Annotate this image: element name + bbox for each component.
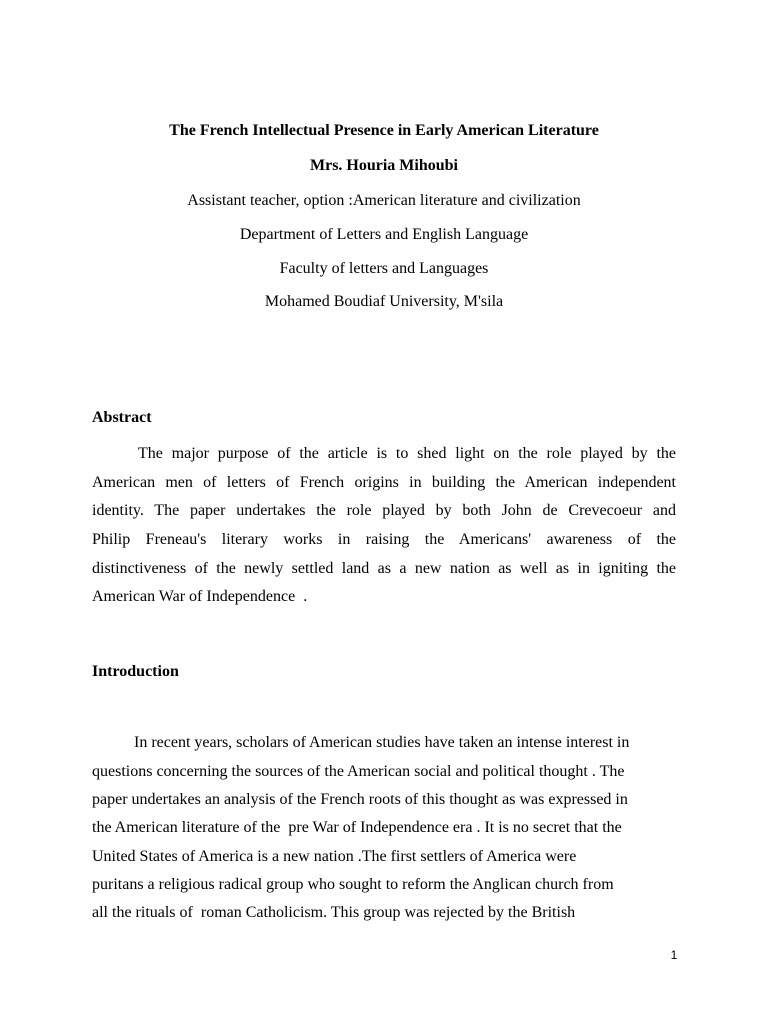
affiliation-line: Assistant teacher, option :American literature and civilization xyxy=(187,192,581,209)
abstract-line: distinctiveness of the newly settled land as a new nation as well as in igniting the xyxy=(92,560,676,577)
abstract-line: identity. The paper undertakes the role played by both John de Crevecoeur and xyxy=(92,502,676,519)
abstract-heading: Abstract xyxy=(92,409,152,426)
abstract-line: American men of letters of French origins in building the American independent xyxy=(92,474,676,491)
introduction-line: all the rituals of roman Catholicism. This group was rejected by the British xyxy=(92,904,576,921)
introduction-heading: Introduction xyxy=(92,663,179,680)
affiliation-line: Faculty of letters and Languages xyxy=(279,260,489,277)
abstract-line: The major purpose of the article is to shed light on the role played by the xyxy=(138,445,676,462)
page-number: 1 xyxy=(670,948,678,962)
introduction-line: United States of America is a new nation .The first settlers of America were xyxy=(92,848,577,865)
introduction-line: In recent years, scholars of American studies have taken an intense interest in xyxy=(134,734,630,751)
author-name: Mrs. Houria Mihoubi xyxy=(309,157,458,174)
abstract-line: American War of Independence . xyxy=(92,588,308,605)
affiliation-line: Mohamed Boudiaf University, M'sila xyxy=(264,293,504,310)
introduction-line: the American literature of the pre War of Independence era . It is no secret that the xyxy=(92,819,622,836)
abstract-line: Philip Freneau's literary works in raising the Americans' awareness of the xyxy=(92,531,676,548)
introduction-line: paper undertakes an analysis of the French roots of this thought as was expressed in xyxy=(92,791,628,808)
introduction-line: questions concerning the sources of the American social and political thought . The xyxy=(92,763,625,780)
introduction-line: puritans a religious radical group who sought to reform the Anglican church from xyxy=(92,876,614,893)
affiliation-line: Department of Letters and English Language xyxy=(239,226,529,243)
paper-title: The French Intellectual Presence in Early American Literature xyxy=(169,122,599,139)
